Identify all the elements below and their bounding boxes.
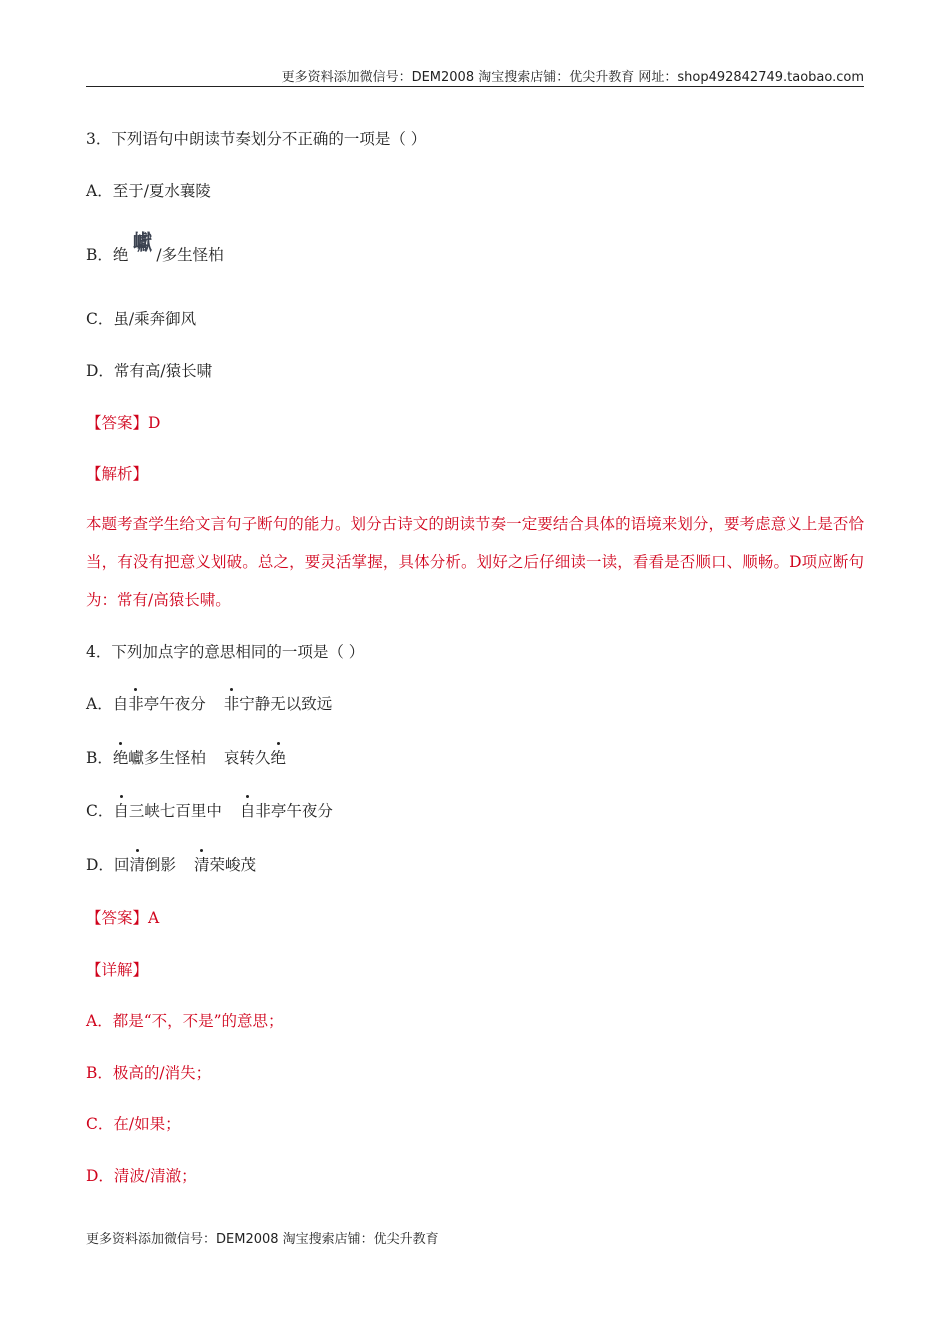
q3-analysis-label: 【解析】: [86, 465, 149, 483]
dotted-character: 绝: [112, 749, 129, 767]
q4-stem: 4．下列加点字的意思相同的一项是（ ）: [86, 643, 365, 661]
q4-option-c: [86, 801, 333, 821]
option-text: 三峡七百里中: [128, 802, 222, 820]
option-text: 巘多生怪柏: [128, 749, 206, 767]
option-text: 自: [112, 695, 129, 713]
option-text: 亭午夜分: [143, 695, 206, 713]
dotted-character: 非: [128, 695, 144, 713]
dotted-character: 绝: [270, 749, 286, 767]
q3-analysis-text: 本题考查学生给文言句子断句的能力。划分古诗文的朗读节奏一定要结合具体的语境来划分，要考虑意义上是否恰当，有没有把意义划破。总之，要灵活掌握，具体分析。划好之后仔细读一读，看看是否顺口、顺畅。D项应断句为：常有/高猿长啸。: [86, 515, 864, 609]
q4-option-a: [86, 694, 332, 714]
dotted-character: 清: [129, 856, 145, 874]
option-text: 回: [113, 856, 130, 874]
q3-stem: 3．下列语句中朗读节奏划分不正确的一项是（ ）: [86, 130, 427, 148]
q3-option-b-pre: B．绝: [86, 246, 129, 264]
q4-answer: 【答案】A: [86, 909, 160, 927]
dotted-character: 非: [223, 695, 240, 713]
q3-option-d: D．常有高/猿长啸: [86, 362, 213, 380]
q4-option-d: [86, 855, 256, 875]
option-label: B．: [86, 749, 113, 767]
option-text: 宁静无以致远: [239, 695, 333, 713]
dotted-character: 清: [193, 856, 210, 874]
dotted-character: 自: [113, 802, 129, 820]
q4-detail-b: B．极高的/消失；: [86, 1064, 212, 1082]
option-text: 倒影: [144, 856, 176, 874]
option-label: A．: [86, 695, 113, 713]
option-text: 荣峻茂: [209, 856, 257, 874]
q4-detail-a: A．都是“不，不是”的意思；: [86, 1012, 284, 1030]
option-text: 哀转久: [223, 749, 271, 767]
page-header: 更多资料添加微信号：DEM2008 淘宝搜索店铺：优尖升教育 网址：shop492842749.taobao.com: [281, 70, 864, 85]
option-label: D．: [86, 856, 114, 874]
rare-character-image: 巘: [133, 231, 153, 256]
q4-option-b: [86, 748, 286, 768]
q3-option-b-post: /多生怪柏: [156, 246, 224, 264]
q3-option-c: C．虽/乘奔御风: [86, 310, 197, 328]
q4-detail-c: C．在/如果；: [86, 1115, 181, 1133]
q3-answer: 【答案】D: [86, 414, 161, 432]
dotted-character: 自: [239, 802, 256, 820]
header-divider: [86, 86, 864, 87]
q3-option-b: [86, 245, 224, 265]
option-text: 非亭午夜分: [255, 802, 333, 820]
q4-detail-label: 【详解】: [86, 961, 149, 979]
page-footer: 更多资料添加微信号：DEM2008 淘宝搜索店铺：优尖升教育: [86, 1232, 439, 1247]
option-label: C．: [86, 802, 114, 820]
q4-detail-d: D．清波/清澈；: [86, 1167, 197, 1185]
q3-option-a: A．至于/夏水襄陵: [86, 182, 211, 200]
